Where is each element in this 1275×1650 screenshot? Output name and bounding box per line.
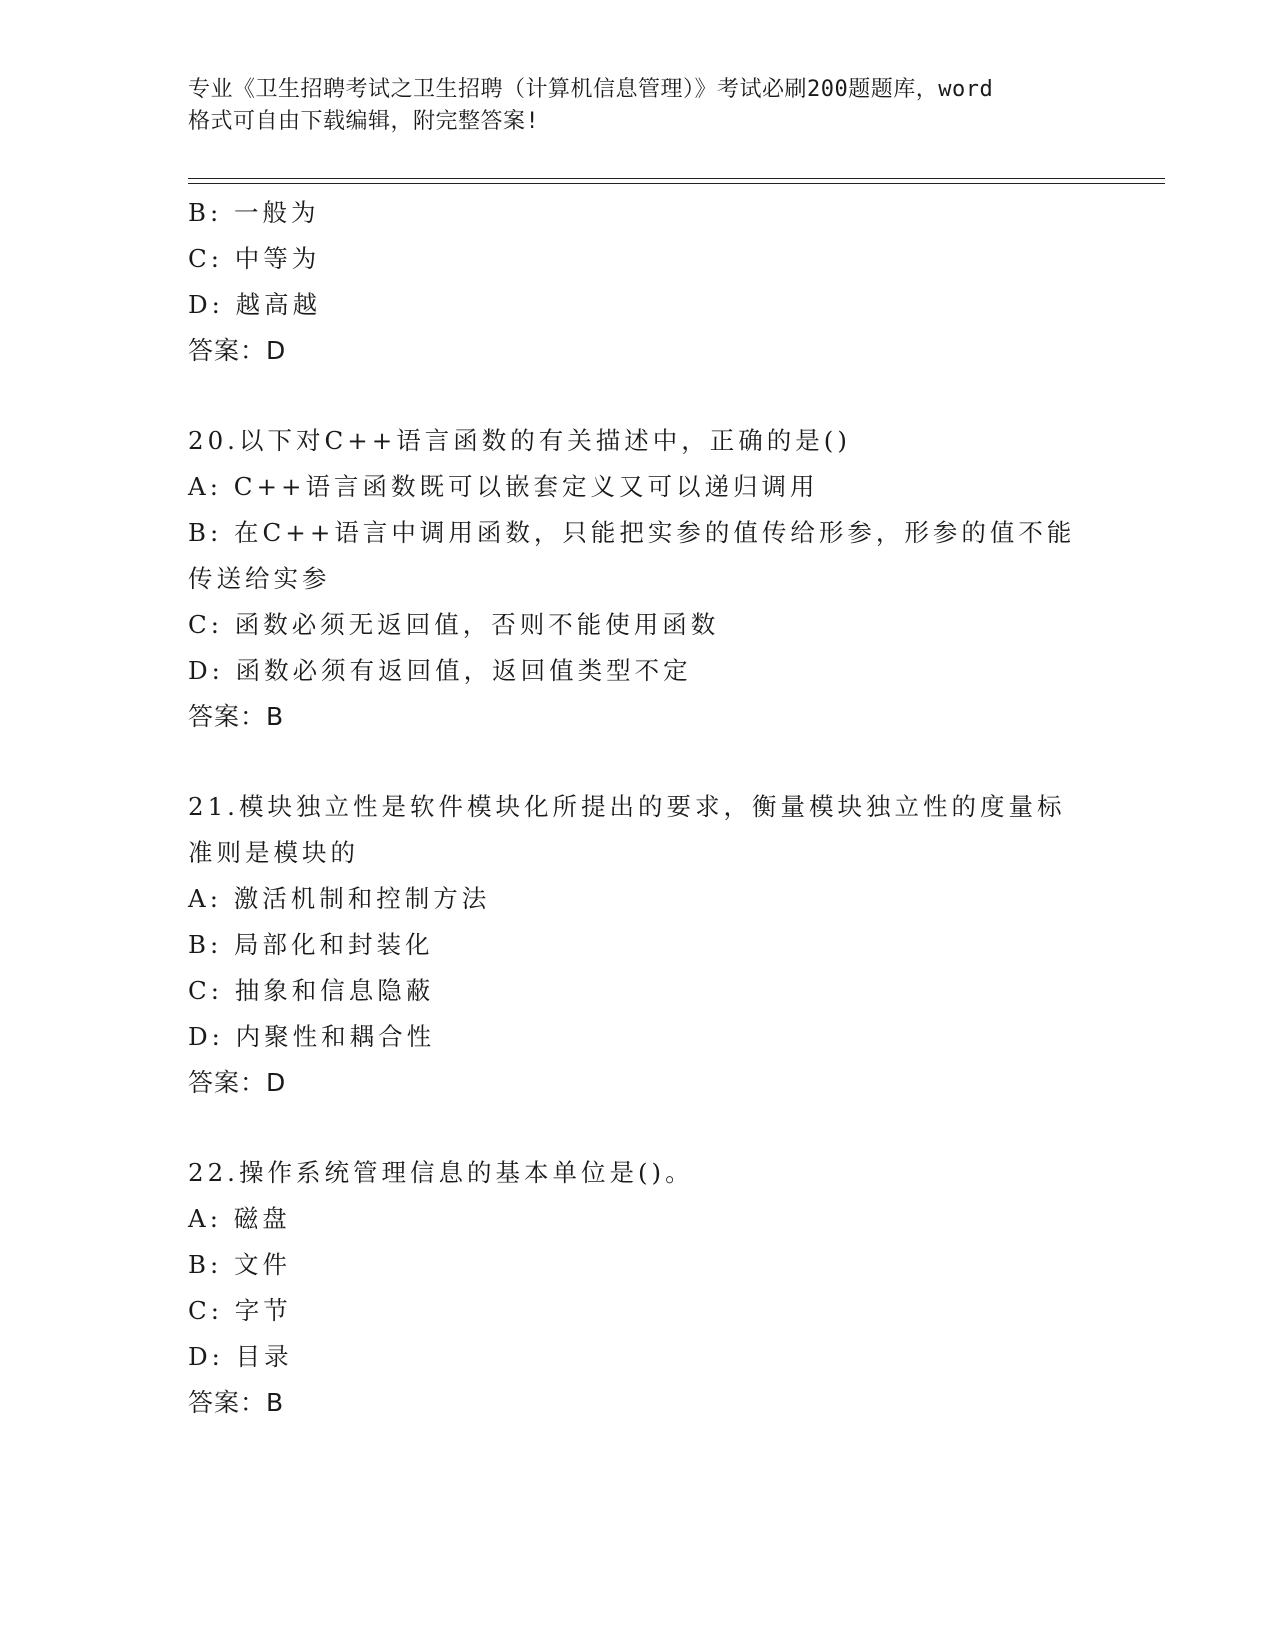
option-d: D: 函数必须有返回值，返回值类型不定: [188, 656, 692, 685]
question-stem: 22.操作系统管理信息的基本单位是()。: [188, 1158, 694, 1187]
option-b: B: 文件: [188, 1250, 292, 1279]
option-d: D: 越高越: [188, 290, 322, 319]
option-a: A: 磁盘: [188, 1204, 291, 1233]
answer-line: 答案：D: [188, 1068, 287, 1097]
spacer: [188, 740, 1088, 784]
spacer: [188, 374, 1088, 418]
option-a: A: C++语言函数既可以嵌套定义又可以递归调用: [188, 472, 819, 501]
answer-line: 答案：B: [188, 1388, 285, 1417]
option-d: D: 目录: [188, 1342, 293, 1371]
question-list: [188, 190, 1088, 1426]
option-a: A: 激活机制和控制方法: [188, 884, 491, 913]
question-21: [188, 784, 1088, 1106]
option-c: C: 中等为: [188, 244, 321, 273]
option-b: B: 一般为: [188, 198, 320, 227]
answer-line: 答案：B: [188, 702, 285, 731]
answer-line: 答案：D: [188, 336, 287, 365]
header-divider-bottom: [188, 183, 1165, 184]
question-stem: 20.以下对C++语言函数的有关描述中，正确的是(): [188, 426, 851, 455]
document-header: [188, 74, 1088, 138]
question-19-tail: [188, 190, 1088, 374]
option-c: C: 抽象和信息隐蔽: [188, 976, 435, 1005]
header-divider-top: [188, 178, 1165, 179]
question-20: [188, 418, 1088, 740]
option-c: C: 函数必须无返回值，否则不能使用函数: [188, 610, 720, 639]
question-stem-continued: 准则是模块的: [188, 838, 359, 867]
question-stem: 21.模块独立性是软件模块化所提出的要求，衡量模块独立性的度量标: [188, 792, 1066, 821]
option-b-continued: 传送给实参: [188, 564, 331, 593]
option-b: B: 局部化和封装化: [188, 930, 434, 959]
option-d: D: 内聚性和耦合性: [188, 1022, 436, 1051]
option-b: B: 在C++语言中调用函数，只能把实参的值传给形参，形参的值不能: [188, 518, 1076, 547]
option-c: C: 字节: [188, 1296, 292, 1325]
header-line-2: 格式可自由下载编辑，附完整答案!: [188, 109, 540, 134]
question-22: [188, 1150, 1088, 1426]
header-line-1: 专业《卫生招聘考试之卫生招聘（计算机信息管理）》考试必刷200题题库，word: [188, 77, 994, 102]
spacer: [188, 1106, 1088, 1150]
